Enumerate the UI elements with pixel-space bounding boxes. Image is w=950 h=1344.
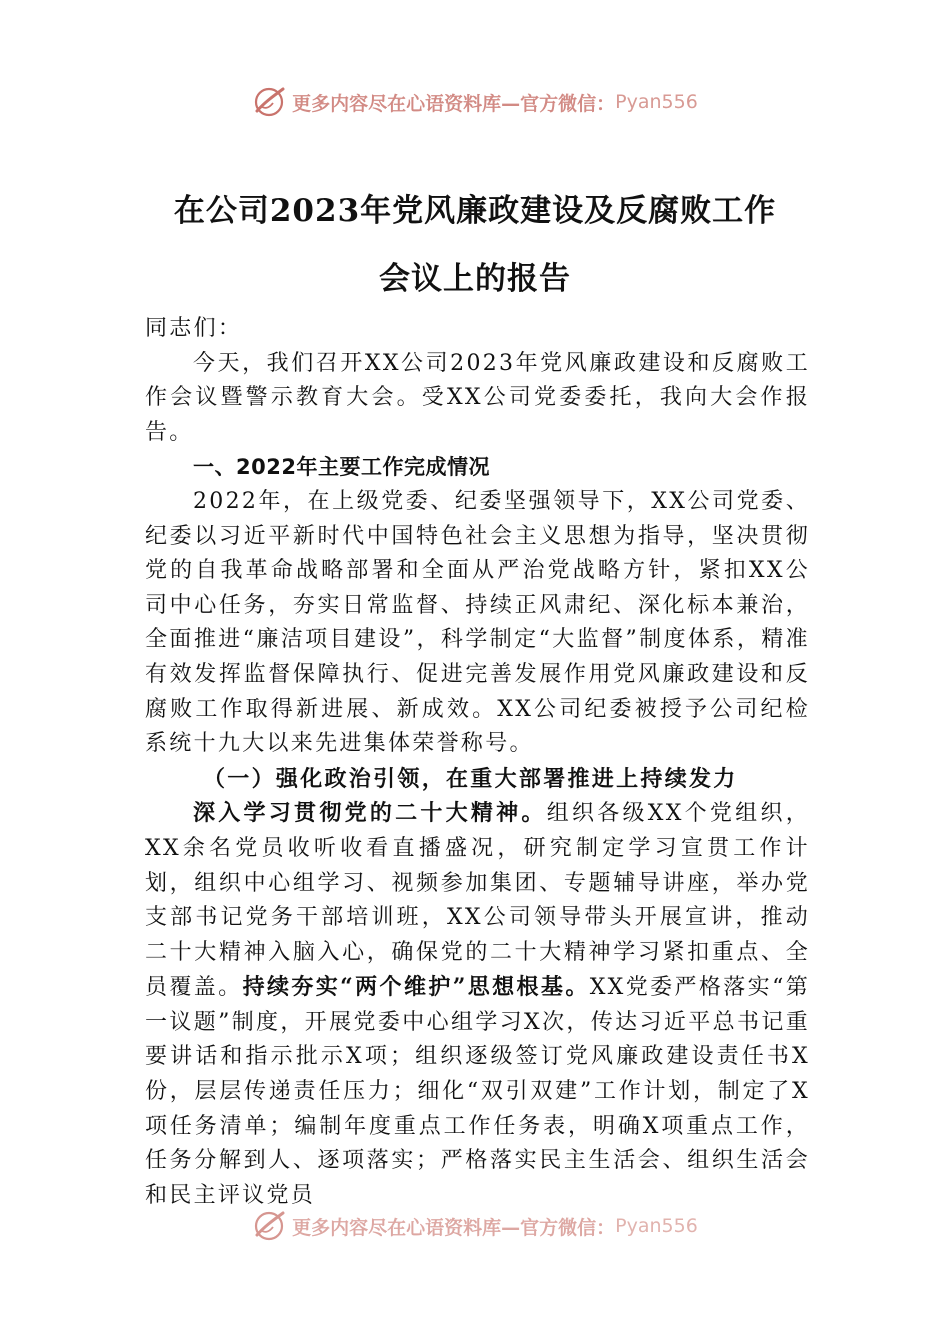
watermark-footer — [0, 1206, 950, 1246]
bold-lead-2: 持续夯实“两个维护”思想根基。 — [242, 974, 590, 1001]
subsection-heading: （一）强化政治引领，在重大部署推进上持续发力 — [203, 765, 738, 792]
watermark-account: Pyan556 — [615, 1215, 698, 1237]
section-paragraph: 2022年，在上级党委、纪委坚强领导下，XX公司党委、纪委以习近平新时代中国特色社会主义思想为指导，坚决贯彻党的自我革命战略部署和全面从严治党战略方针，紧扣XX公司中心任务，夯实日常监督、持续正风肃纪、深化标本兼治，全面推进“廉洁项目建设”，科学制定“大监督”制度体系，精准有效发挥监督保障执行、促进完善发展作用党风廉政建设和反腐败工作取得新进展、新成效。XX公司纪委被授予公司纪检系统十九大以来先进集体荣誉称号。 — [145, 488, 810, 757]
intro-paragraph: 今天，我们召开XX公司2023年党风廉政建设和反腐败工作会议暨警示教育大会。受XX公司党委委托，我向大会作报告。 — [145, 350, 810, 445]
watermark-text: 更多内容尽在心语资料库—官方微信： — [292, 92, 616, 115]
detail-text-1: 组织各级XX个党组织，XX余名党员收听收看直播盛况，研究制定学习宣贯工作计划，组织中心组学习、视频参加集团、专题辅导讲座，举办党支部书记党务干部培训班，XX公司领导带头开展宣讲，推动二十大精神入脑入心，确保党的二十大精神学习紧扣重点、全员覆盖。 — [145, 801, 811, 1001]
section-heading: 一、2022年主要工作完成情况 — [193, 455, 490, 480]
brush-logo-icon — [252, 85, 286, 119]
detail-text-2: XX党委严格落实“第一议题”制度，开展党委中心组学习X次，传达习近平总书记重要讲话和指示批示X项；组织逐级签订党风廉政建设责任书X份，层层传递责任压力；细化“双引双建”工作计划，制定了X项任务清单；编制年度重点工作任务表，明确X项重点工作，任务分解到人、逐项落实；严格落实民主生活会、组织生活会和民主评议党员 — [145, 975, 811, 1208]
watermark-account: Pyan556 — [615, 91, 698, 113]
greeting: 同志们： — [145, 316, 243, 341]
bold-lead-1: 深入学习贯彻党的二十大精神。 — [193, 800, 547, 827]
document-title-line1: 在公司2023年党风廉政建设及反腐败工作 — [173, 193, 777, 229]
watermark-header — [0, 82, 950, 122]
brush-logo-icon — [252, 1209, 286, 1243]
document-body — [145, 312, 810, 1213]
document-title-line2: 会议上的报告 — [379, 261, 571, 297]
watermark-text: 更多内容尽在心语资料库—官方微信： — [292, 1216, 616, 1239]
detail-paragraph — [145, 796, 810, 1213]
